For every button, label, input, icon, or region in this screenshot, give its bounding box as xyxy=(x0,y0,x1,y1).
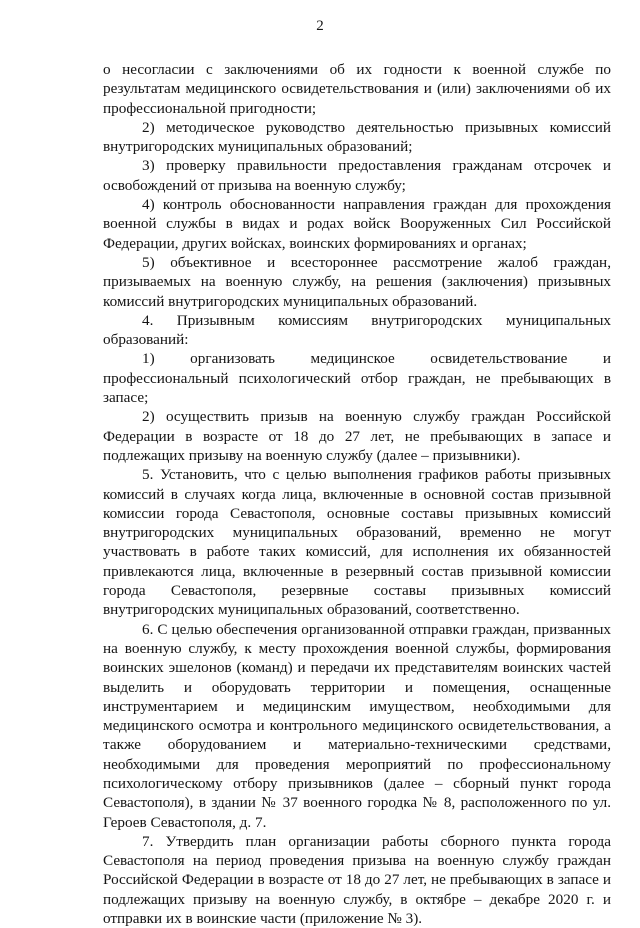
document-body xyxy=(103,60,611,928)
paragraph-section-4-item-1: 1) организовать медицинское освидетельствование и профессиональный психологический отбор граждан, не пребывающих в запасе; xyxy=(103,350,611,407)
paragraph-item-2-methodical-guidance: 2) методическое руководство деятельностью призывных комиссий внутригородских муниципальных образований; xyxy=(103,118,611,156)
paragraph-item-3-deferrals-check: 3) проверку правильности предоставления гражданам отсрочек и освобождений от призыва на военную службу; xyxy=(103,157,611,194)
paragraph-section-4: 4. Призывным комиссиям внутригородских муниципальных образований: xyxy=(103,311,611,349)
paragraph-section-7: 7. Утвердить план организации работы сборного пункта города Севастополя на период проведения призыва на военную службу граждан Российской Федерации в возрасте от 18 до 27 лет, не пребывающих в запасе и подлежащих призыву на военную службу, в октябре – декабре 2020 г. и отправки их в воинские части (приложение № 3). xyxy=(103,832,611,928)
paragraph-section-6: 6. С целью обеспечения организованной отправки граждан, призванных на военную службу, к месту прохождения военной службы, формирования воинских эшелонов (команд) и передачи их представителям воинских частей выделить и оборудовать территории и помещения, оснащенные инструментарием и медицинским имуществом, необходимыми для медицинского осмотра и контрольного медицинского освидетельствования, а также оборудованием и материально-техническими средствами, необходимыми для проведения мероприятий по профессиональному психологическому отбору призывников (далее – сборный пункт города Севастополя), в здании № 37 военного городка № 8, расположенного по ул. Героев Севастополя, д. 7. xyxy=(103,620,611,831)
paragraph-continuation: о несогласии с заключениями об их годности к военной службе по результатам медицинского освидетельствования и (или) заключениями об их профессиональной пригодности; xyxy=(103,61,611,117)
paragraph-item-4-control: 4) контроль обоснованности направления граждан для прохождения военной службы в видах и родах войск Вооруженных Сил Российской Федерации, других войсках, воинских формированиях и органах; xyxy=(103,196,611,252)
page-number: 2 xyxy=(316,18,324,34)
paragraph-section-5: 5. Установить, что с целью выполнения графиков работы призывных комиссий в случаях когда лица, включенные в основной состав призывной комиссии города Севастополя, основные составы призывных комиссий внутригородских муниципальных образований, временно не могут участвовать в работе таких комиссий, для исполнения их обязанностей привлекаются лица, включенные в резервный состав призывной комиссии города Севастополя, резервные составы призывных комиссий внутригородских муниципальных образований, соответственно. xyxy=(103,466,611,619)
paragraph-section-4-item-2: 2) осуществить призыв на военную службу граждан Российской Федерации в возрасте от 18 до 27 лет, не пребывающих в запасе и подлежащих призыву на военную службу (далее – призывники). xyxy=(103,408,611,464)
paragraph-item-5-complaints: 5) объективное и всестороннее рассмотрение жалоб граждан, призываемых на военную службу, на решения (заключения) призывных комиссий внутригородских муниципальных образований. xyxy=(103,253,611,310)
